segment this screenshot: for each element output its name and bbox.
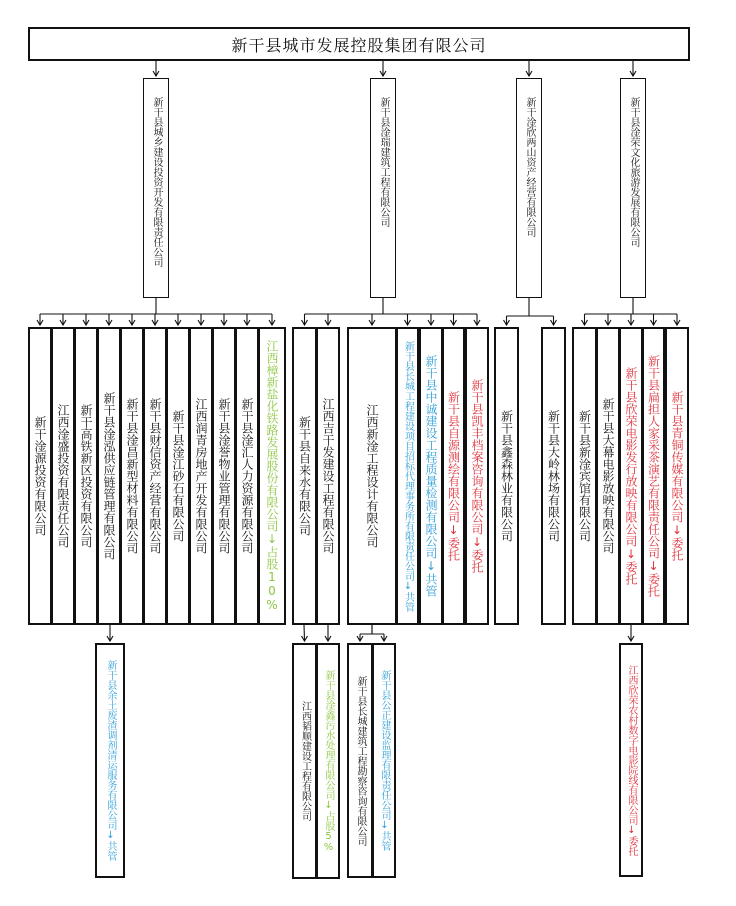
org-box-level2-2 (74, 327, 98, 625)
org-box-label: 江西韬顺建设工程有限公司 (299, 701, 311, 821)
org-box-label: 新干县鑫森林业有限公司 (499, 410, 514, 542)
org-box-level2-0 (28, 327, 52, 625)
org-box-label: 新干县大岭林场有限公司 (546, 410, 561, 542)
org-box-level2-20 (572, 327, 597, 625)
org-box-level3-3 (347, 643, 373, 878)
org-box-label: 新干县淦泓供应链管理有限公司 (102, 392, 116, 560)
org-box-level2-22 (619, 327, 643, 625)
org-box-label: 新干县青铜传媒有限公司↓委托 (670, 391, 684, 561)
org-box-label: 新干县淦江砂石有限公司 (171, 410, 185, 542)
org-box-level2-23 (642, 327, 665, 625)
org-box-level2-17 (465, 327, 489, 625)
org-box-label: 新干县新淦宾馆有限公司 (577, 410, 592, 542)
group-company-title: 新干县城市发展控股集团有限公司 (28, 27, 690, 61)
org-box-label: 江西欣荣农村数字电影院线有限公司↓委托 (626, 664, 637, 856)
org-box-label: 江西吉干发建设工程有限公司 (321, 398, 335, 554)
org-box-level1-0 (143, 78, 169, 298)
org-box-label: 新干县财信资产经营有限公司 (148, 398, 162, 554)
org-box-label: 新干县淦荣文化旅游发展有限公司 (628, 97, 639, 247)
org-box-label: 新干淦欣两山资产经营有限公司 (524, 97, 535, 237)
org-box-label: 新干县公正建设监理有限责任公司↓共管 (379, 670, 390, 851)
org-box-label: 新干县凯丰档案咨询有限公司↓委托 (470, 379, 484, 573)
org-box-label: 新干县长城建筑工程勘察咨询有限公司 (355, 675, 366, 846)
org-box-level2-9 (235, 327, 259, 625)
org-box-level2-16 (442, 327, 465, 625)
org-box-level1-2 (516, 78, 542, 298)
org-box-level1-3 (620, 78, 646, 298)
org-box-label: 新干县自源测绘有限公司↓委托 (446, 391, 461, 561)
org-box-label: 新干县扁担人家采茶演艺有限责任公司↓委托 (646, 355, 661, 597)
org-box-label: 江西淦盛投资有限责任公司 (56, 404, 70, 548)
org-box-level3-1 (292, 643, 317, 879)
org-box-level2-14 (396, 327, 419, 625)
org-box-level2-21 (596, 327, 620, 625)
org-box-label: 新干县大幕电影放映有限公司 (601, 398, 615, 554)
org-box-level3-2 (316, 643, 340, 879)
org-box-level2-5 (143, 327, 167, 625)
org-box-label: 新干县淦鑫污水处理有限公司↓占股5% (323, 669, 334, 853)
org-box-label: 江西樟新盐化铁路发展股份有限公司↓占股10% (265, 340, 279, 612)
org-box-label: 新干县欣荣电影发行放映有限公司↓委托 (624, 367, 638, 585)
org-box-label: 新干淦源投资有限公司 (33, 416, 47, 536)
org-box-label: 新干县中诚建设工程质量检测有限公司↓共管 (424, 355, 438, 597)
org-box-level2-18 (494, 327, 519, 625)
org-box-label: 江西润青房地产开发有限公司 (194, 398, 208, 554)
org-box-label: 新干高铁新区投资有限公司 (79, 404, 93, 548)
org-box-label: 新干县余土废渣调剂清运服务有限公司↓共管 (105, 660, 116, 861)
org-box-label: 新干县长城工程建设项目招标代理事务所有限责任公司↓共管 (402, 340, 414, 612)
org-box-level2-12 (316, 327, 340, 625)
org-box-label: 新干县自来水有限公司 (297, 416, 312, 536)
org-box-label: 新干县城乡建设投资开发有限责任公司 (151, 97, 162, 267)
org-box-level2-6 (166, 327, 190, 625)
org-box-level2-10 (258, 327, 286, 625)
org-box-level2-8 (212, 327, 236, 625)
org-box-level3-5 (619, 643, 643, 877)
org-box-level3-4 (372, 643, 396, 878)
org-box-label: 新干县淦誉物业管理有限公司 (217, 398, 231, 554)
org-box-level2-11 (292, 327, 317, 625)
org-box-level2-4 (120, 327, 144, 625)
org-box-level3-0 (95, 643, 125, 878)
org-box-level2-7 (189, 327, 213, 625)
org-box-level2-1 (51, 327, 75, 625)
org-box-level2-3 (97, 327, 121, 625)
org-box-level2-13 (347, 327, 397, 625)
org-box-label: 新干县淦瑞建筑工程有限公司 (378, 97, 389, 227)
org-box-label: 江西新淦工程设计有限公司 (365, 404, 379, 548)
org-box-level1-1 (370, 78, 396, 298)
org-box-label: 新干县淦昌新型材料有限公司 (125, 398, 139, 554)
org-box-level2-19 (541, 327, 566, 625)
org-box-level2-24 (665, 327, 689, 625)
org-box-label: 新干县淦汇人力资源有限公司 (240, 398, 254, 554)
org-box-level2-15 (419, 327, 443, 625)
